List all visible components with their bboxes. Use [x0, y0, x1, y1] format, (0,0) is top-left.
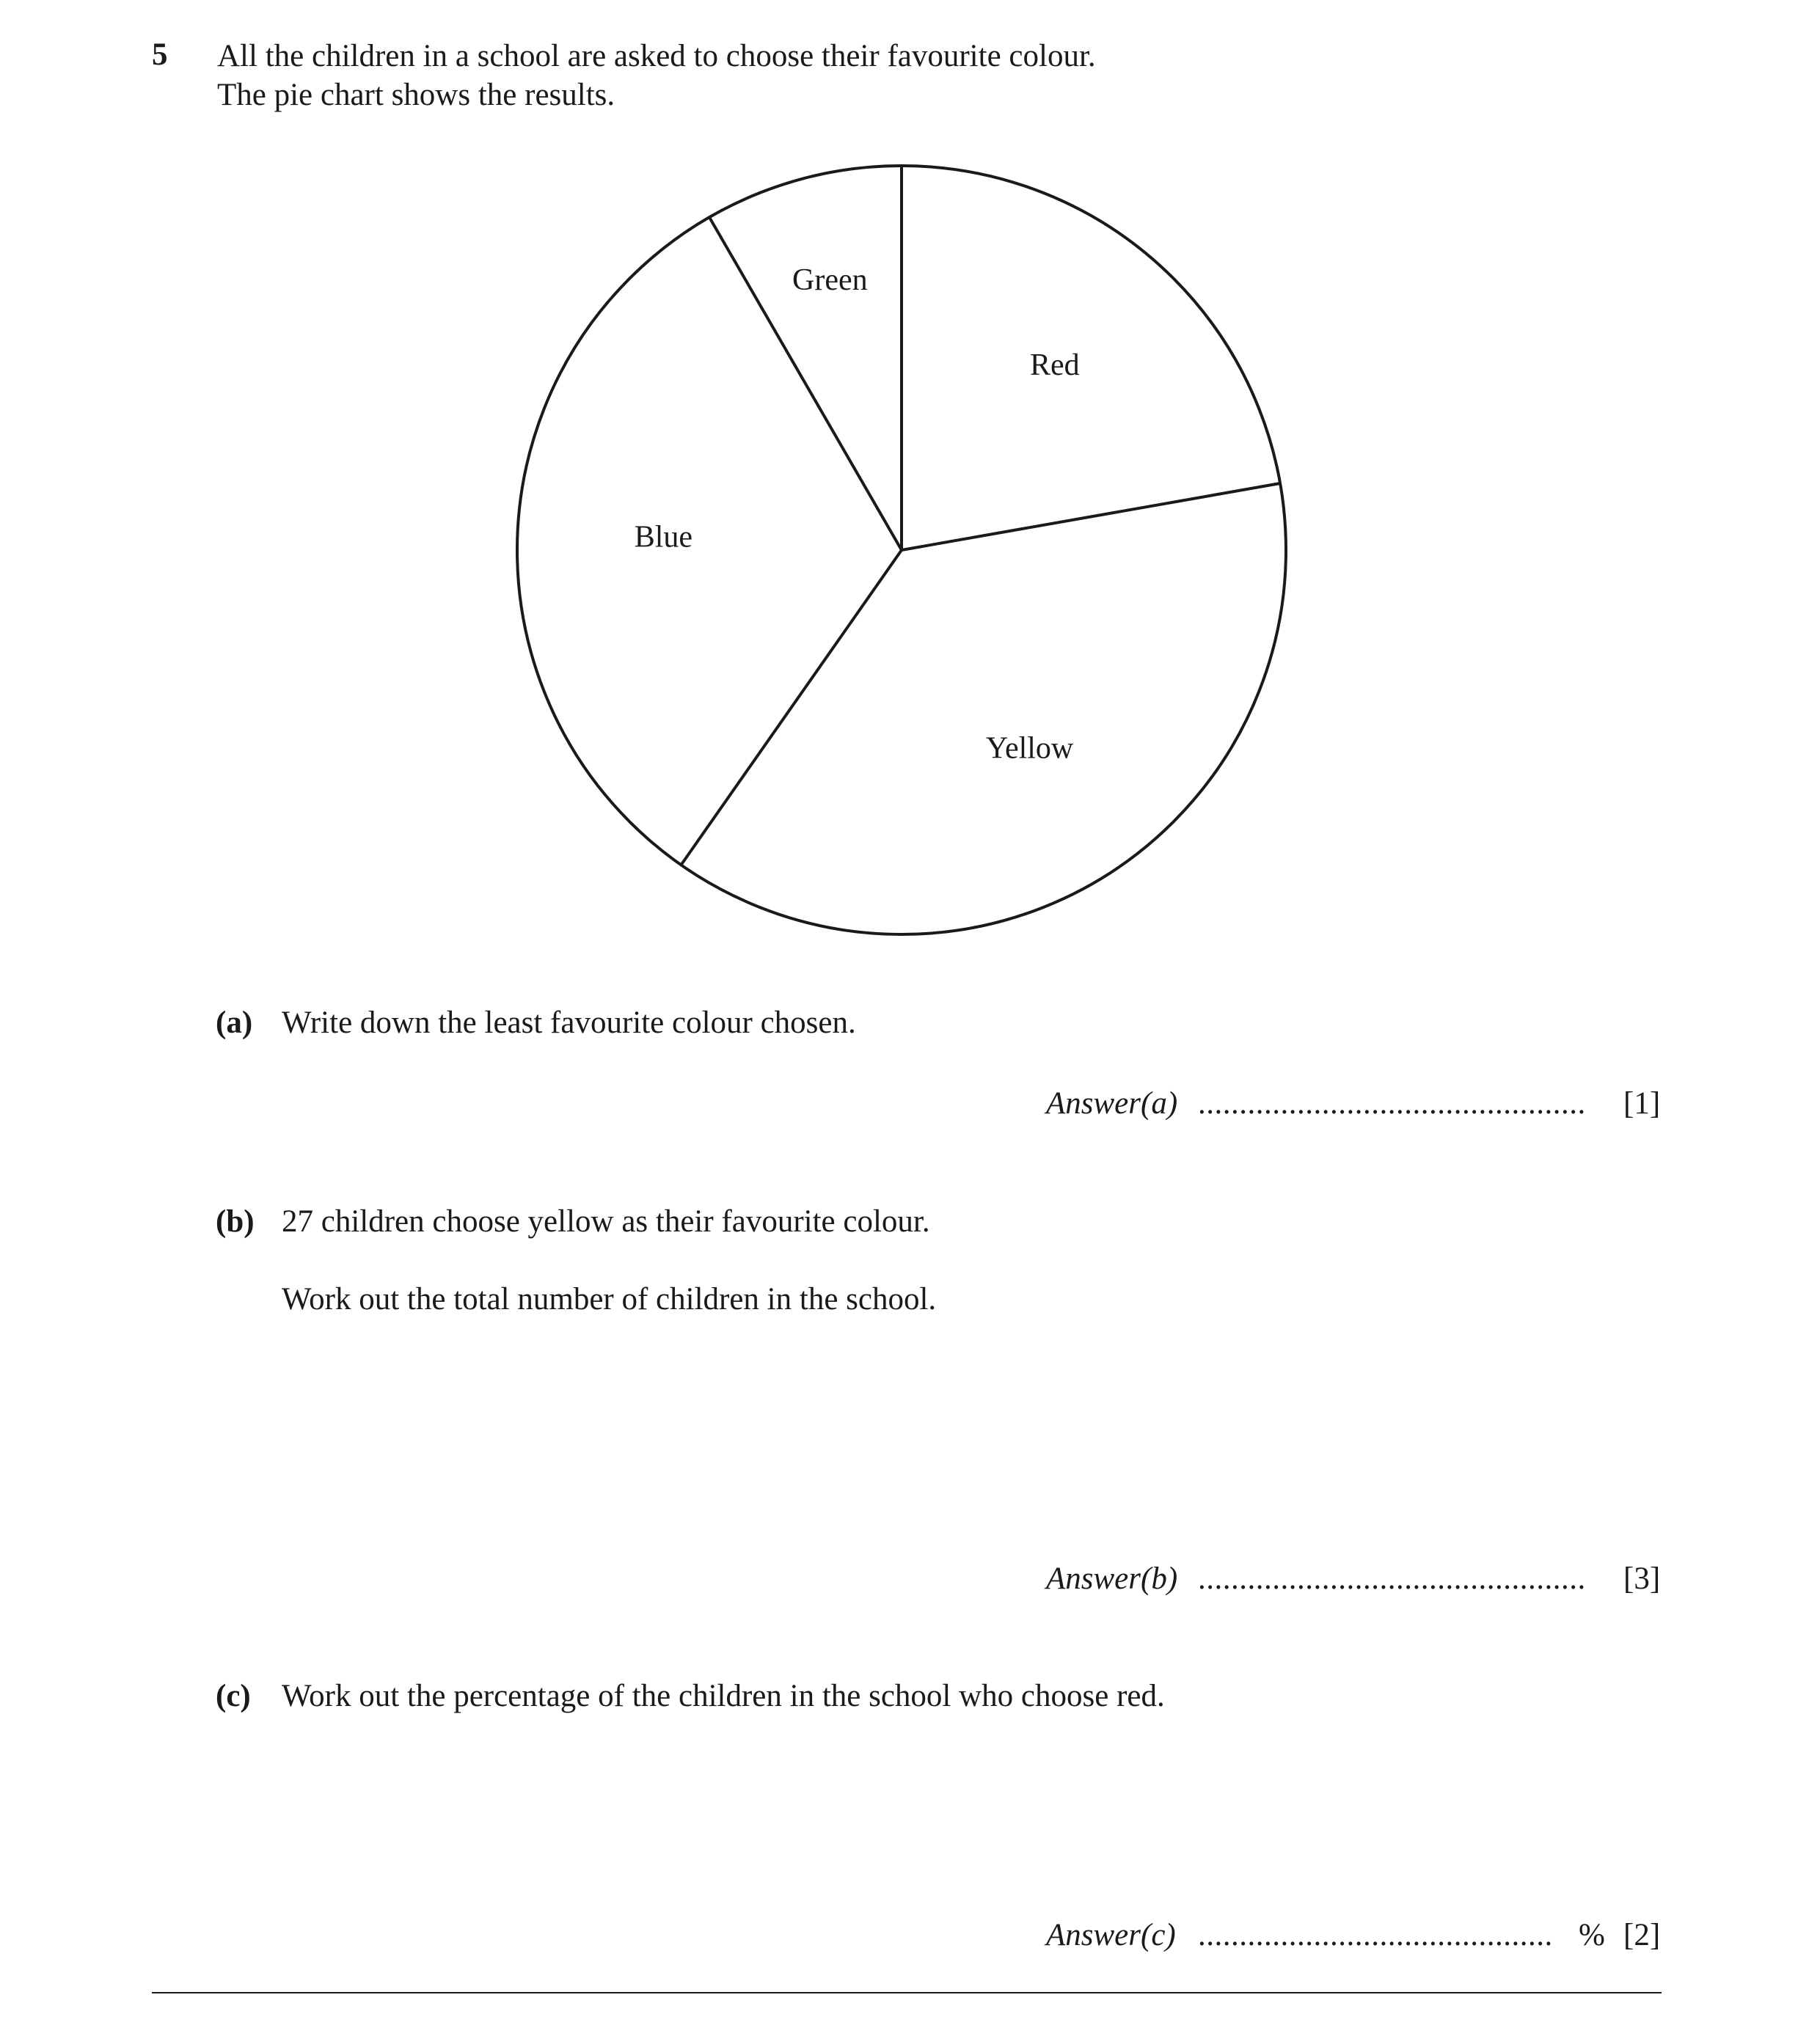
answer-b-label: Answer(b): [1046, 1561, 1178, 1596]
bottom-rule: [152, 1992, 1662, 1993]
part-b-text: 27 children choose yellow as their favourite colour.: [282, 1204, 930, 1239]
part-c-letter: (c): [216, 1679, 251, 1713]
answer-c-field[interactable]: ...........................................: [1198, 1918, 1553, 1952]
answer-a-label: Answer(a): [1046, 1086, 1178, 1121]
pie-slice-boundary-blue: [681, 550, 902, 865]
pie-label-blue: Blue: [634, 520, 693, 554]
answer-a-field[interactable]: ...............................................: [1198, 1086, 1586, 1121]
pie-chart: [0, 0, 1820, 990]
part-b-text2: Work out the total number of children in the school.: [282, 1282, 937, 1317]
answer-b-field[interactable]: ...............................................: [1198, 1561, 1586, 1596]
pie-label-green: Green: [792, 263, 868, 298]
pie-label-red: Red: [1030, 348, 1080, 382]
marks-c: [2]: [1623, 1918, 1661, 1952]
part-a-letter: (a): [216, 1006, 253, 1040]
pie-label-yellow: Yellow: [985, 731, 1074, 766]
question-stem-line2: The pie chart shows the results.: [217, 78, 615, 112]
part-a-text: Write down the least favourite colour chosen.: [282, 1006, 856, 1040]
marks-a: [1]: [1623, 1086, 1661, 1121]
marks-b: [3]: [1623, 1561, 1661, 1596]
pie-slice-boundary-yellow: [902, 483, 1280, 550]
question-number: 5: [152, 37, 168, 72]
answer-c-unit: %: [1579, 1918, 1605, 1952]
part-b-letter: (b): [216, 1204, 255, 1239]
question-stem-line1: All the children in a school are asked to choose their favourite colour.: [217, 39, 1096, 73]
answer-c-label: Answer(c): [1046, 1918, 1176, 1952]
part-c-text: Work out the percentage of the children in the school who choose red.: [282, 1679, 1165, 1713]
